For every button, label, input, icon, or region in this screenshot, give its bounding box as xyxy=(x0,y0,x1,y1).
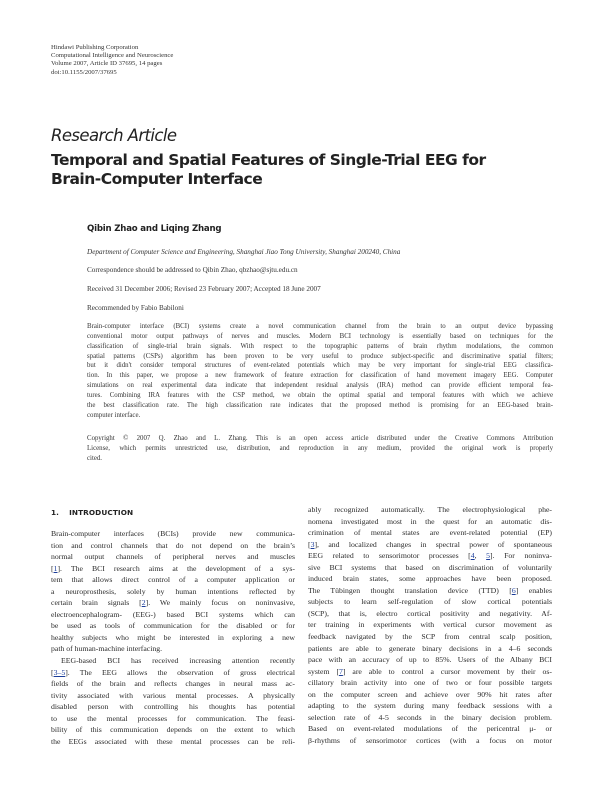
body-line xyxy=(308,504,552,516)
body-text: cillatory brain activity into one of two or four possible targets xyxy=(308,678,552,688)
paper-title xyxy=(51,151,511,189)
volume-line: Volume 2007, Article ID 37695, 14 pages xyxy=(51,60,163,68)
body-line xyxy=(51,678,295,690)
body-text: ] enables xyxy=(515,585,552,595)
body-text: on the computer screen and achieve over 90% hit rates after xyxy=(308,689,552,699)
body-text: certain brain signals [ xyxy=(51,598,142,608)
citation-link[interactable]: 2 xyxy=(141,598,146,608)
title-line: Temporal and Spatial Features of Single-Trial EEG for xyxy=(51,151,486,169)
body-line xyxy=(308,573,552,585)
body-line xyxy=(308,735,552,747)
body-text: Brain-computer interfaces (BCIs) provide new communica- xyxy=(51,529,295,538)
body-text: EEG-based BCI has received increasing attention recently xyxy=(61,656,295,666)
body-line xyxy=(51,724,295,736)
body-text: system [ xyxy=(308,666,340,676)
body-line xyxy=(308,712,552,724)
body-line xyxy=(308,654,552,666)
body-line xyxy=(308,677,552,689)
body-text: ] are able to control a cursor movement by their os- xyxy=(342,666,552,676)
title-line: Brain-Computer Interface xyxy=(51,170,263,188)
citation-link[interactable]: 3 xyxy=(310,539,315,549)
abstract-line: but it didn't consider temporal structures of event-related potentials which may be very important for single-trial EEG classifica- xyxy=(87,362,553,370)
citation-link[interactable]: 7 xyxy=(339,666,343,676)
body-text: (SCP), that is, electro cortical positivity and negativity. Af- xyxy=(308,608,552,618)
body-line xyxy=(51,586,295,598)
body-line xyxy=(308,585,552,597)
body-text: sive BCI systems that based on discrimination of voluntarily xyxy=(308,562,552,572)
body-text: The Tübingen thought translation device (TTD) [ xyxy=(308,585,512,595)
body-line xyxy=(51,736,295,748)
body-text: disabled person with controlling his thoughts has potential xyxy=(51,702,295,712)
body-line xyxy=(51,713,295,725)
body-line xyxy=(51,528,295,540)
abstract-line: tion. In this paper, we propose a new framework of feature extraction for classification of hand movement imagery EEG. Computer xyxy=(87,372,553,380)
body-text: [ xyxy=(308,539,311,549)
body-line xyxy=(51,620,295,632)
body-text: feedback navigated by the SCP from central scalp position, xyxy=(308,632,552,642)
body-text: ]. The EEG allows the observation of gross electrical xyxy=(65,667,295,677)
abstract-line: computer interface. xyxy=(87,411,141,419)
journal-header xyxy=(51,44,351,77)
body-line xyxy=(308,723,552,735)
body-line xyxy=(308,608,552,620)
body-text: patients are able to generate binary decisions in a 4–6 seconds xyxy=(308,643,552,653)
body-text: ter training in experiments with vertical cursor movement as xyxy=(308,620,552,630)
abstract xyxy=(87,322,553,420)
body-text: [ xyxy=(51,667,54,677)
body-line xyxy=(308,550,552,562)
body-line xyxy=(308,562,552,574)
body-text: ably recognized automatically. The electrophysiological phe- xyxy=(308,505,552,514)
left-column xyxy=(51,528,295,747)
authors: Qibin Zhao and Liqing Zhang xyxy=(87,224,222,234)
article-type: Research Article xyxy=(51,126,177,145)
body-text: crimination of mental states are event-related potential (EP) xyxy=(308,528,552,538)
body-line xyxy=(51,690,295,702)
citation-link[interactable]: 5 xyxy=(486,551,491,561)
copyright-line: License, which permits unrestricted use, distribution, and reproduction in any medium, provided the original work is properly xyxy=(87,444,553,452)
body-text: selection rate of 4-5 seconds in the binary decision problem. xyxy=(308,712,552,722)
body-text: tem that allows direct control of a computer application or xyxy=(51,575,295,585)
body-text: healthy subjects who might be interested in exploring a new xyxy=(51,632,295,642)
section-heading xyxy=(51,508,133,517)
citation-link[interactable]: 1 xyxy=(53,563,58,573)
body-text: to use the mental processes for communication. The feasi- xyxy=(51,713,295,723)
correspondence: Correspondence should be addressed to Qibin Zhao, qbzhao@sjtu.edu.cn xyxy=(87,266,298,274)
section-title: INTRODUCTION xyxy=(69,508,134,517)
body-text: ]. We mainly focus on noninvasive, xyxy=(145,598,295,608)
doi-line: doi:10.1155/2007/37695 xyxy=(51,68,117,76)
body-text: bility of this communication depends on the extent to which xyxy=(51,725,295,735)
body-line xyxy=(51,655,295,667)
body-text: tivity associated with various mental processes. A physically xyxy=(51,690,295,700)
body-line xyxy=(51,540,295,552)
publisher-line: Hindawi Publishing Corporation xyxy=(51,44,139,51)
body-line xyxy=(51,701,295,713)
abstract-line: classification of single-trial brain signals. With respect to the topographic patterns of brain rhythm modulations, the common xyxy=(87,342,553,350)
right-column xyxy=(308,504,552,746)
body-line xyxy=(51,643,295,655)
body-text: EEG related to sensorimotor processes [ xyxy=(308,551,471,561)
body-text: Based on event-related modulations of the pericentral μ- or xyxy=(308,724,552,734)
body-text: , xyxy=(474,551,487,561)
body-line xyxy=(308,689,552,701)
body-text: induced brain states, some approaches have been proposed. xyxy=(308,574,552,584)
citation-link[interactable]: 3–5 xyxy=(53,667,66,677)
body-text: normal output channels of peripheral nerves and muscles xyxy=(51,552,295,562)
abstract-line: conventional motor output pathways of nerves and muscles. Modern BCI technology is essentially based on techniques for the xyxy=(87,332,553,340)
copyright-line: cited. xyxy=(87,454,103,462)
abstract-line: simulations on real experimental data indicate that independent residual analysis (IRA) method can provide efficient temporal fea- xyxy=(87,382,553,390)
abstract-line: the best classification rate. The high classification rate indicates that the proposed method is promising for an EEG-based brain- xyxy=(87,401,553,409)
affiliation: Department of Computer Science and Engineering, Shanghai Jiao Tong University, Shanghai 200240, China xyxy=(87,248,401,256)
body-text: β-rhythms of sensorimotor cortices (with a focus on motor xyxy=(308,735,552,745)
body-text: pace with an accuracy of up to 85%. Users of the Albany BCI xyxy=(308,655,552,665)
body-line xyxy=(51,609,295,621)
body-line xyxy=(51,632,295,644)
body-line xyxy=(308,516,552,528)
body-line xyxy=(308,619,552,631)
dates: Received 31 December 2006; Revised 23 February 2007; Accepted 18 June 2007 xyxy=(87,285,321,293)
body-text: ], and localized changes in spectral power of spontaneous xyxy=(314,539,552,549)
body-text: a neuroprosthesis, solely by human intentions reflected by xyxy=(51,586,295,596)
body-line xyxy=(308,539,552,551)
citation-link[interactable]: 6 xyxy=(511,585,516,595)
body-text: tion and control channels that do not depend on the brain’s xyxy=(51,540,295,550)
journal-line: Computational Intelligence and Neuroscience xyxy=(51,52,174,60)
body-text: nomena investigated most in the quest for an automatic dis- xyxy=(308,516,552,526)
copyright-line: Copyright © 2007 Q. Zhao and L. Zhang. This is an open access article distributed under the Creative Commons Attribution xyxy=(87,435,553,442)
abstract-line: Brain-computer interface (BCI) systems create a novel communication channel from the brain to an output device bypassing xyxy=(87,323,553,330)
body-text: ]. For noninva- xyxy=(490,551,552,561)
section-number: 1. xyxy=(51,508,60,517)
body-text: the EEGs associated with these mental processes can be reli- xyxy=(51,736,295,746)
abstract-line: tures. Combining IRA features with the CSP method, we obtain the optimal spatial and temporal features with which we achieve xyxy=(87,391,553,399)
body-line xyxy=(51,574,295,586)
body-line xyxy=(308,596,552,608)
body-text: be used as tools of communication for the disabled or for xyxy=(51,621,295,631)
body-text: fields of the brain and reflects changes in neural mass ac- xyxy=(51,679,295,689)
body-line xyxy=(308,527,552,539)
body-line xyxy=(51,667,295,679)
body-text: [ xyxy=(51,563,54,573)
body-line xyxy=(308,666,552,678)
body-line xyxy=(51,551,295,563)
body-text: subjects to learn self-regulation of slow cortical potentials xyxy=(308,597,552,607)
recommended-by: Recommended by Fabio Babiloni xyxy=(87,304,184,312)
body-line xyxy=(51,563,295,575)
body-line xyxy=(308,643,552,655)
body-line xyxy=(51,597,295,609)
abstract-line: spatial patterns (CSPs) algorithm has been proven to be very useful to produce subject-specific and discriminative spatial filters; xyxy=(87,352,553,360)
body-text: electroencephalogram- (EEG-) based BCI systems which can xyxy=(51,609,295,619)
copyright xyxy=(87,434,553,464)
citation-link[interactable]: 4 xyxy=(470,551,475,561)
body-line xyxy=(308,631,552,643)
body-text: adapting to the system during many feedback sessions with a xyxy=(308,701,552,711)
body-text: ]. The BCI research aims at the development of a sys- xyxy=(57,563,295,573)
body-text: path of human-machine interfacing. xyxy=(51,644,163,654)
body-line xyxy=(308,700,552,712)
